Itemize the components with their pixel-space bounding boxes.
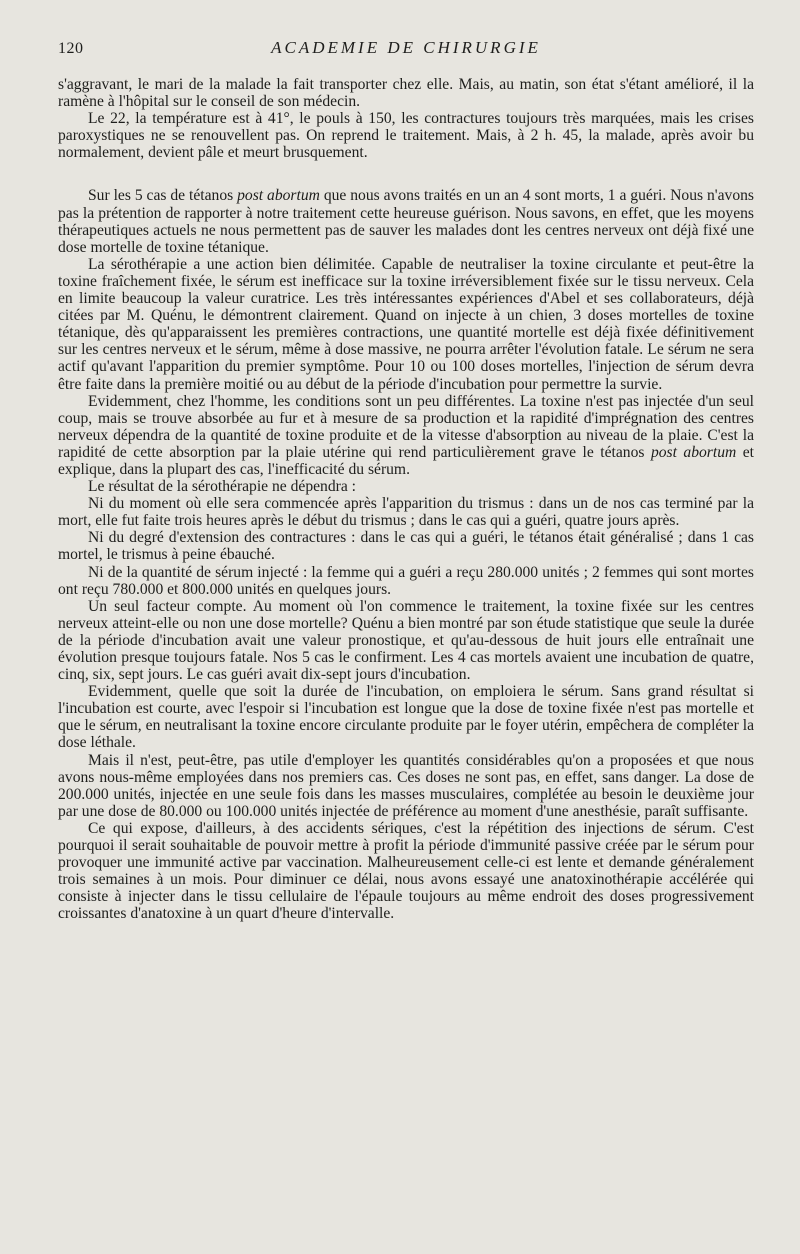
page-number: 120 xyxy=(58,40,84,57)
intro-paragraph-2: Le 22, la température est à 41°, le pouls à 150, les contractures toujours très marquées, mais les crises paroxystiques ne se renouvellent pas. On reprend le traitement. Mais, à 2 h. 45, la malade, après avoir bu normalement, devient pâle et meurt brusquement. xyxy=(58,110,754,162)
paragraph-1-emphasis: post abortum xyxy=(237,187,320,205)
paragraph-6: Ni du degré d'extension des contractures : dans le cas qui a guéri, le tétanos était généralisé ; dans 1 cas mortel, le trismus à peine ébauché. xyxy=(58,529,754,564)
page-header xyxy=(58,38,754,68)
paragraph-10: Mais il n'est, peut-être, pas utile d'employer les quantités considérables qu'on a proposées et que nous avons nous-même employées dans nos premiers cas. Ces doses ne sont pas, en effet, sans danger. La dose de 200.000 unités, injectée en une seule fois dans les masses musculaires, complétée au besoin le deuxième jour par une dose de 80.000 ou 100.000 unités injectée de préférence au moment d'une anesthésie, paraît suffisante. xyxy=(58,751,754,820)
paragraph-1 xyxy=(58,187,754,255)
intro-section xyxy=(58,76,754,161)
paragraph-1-text-a: Sur les 5 cas de tétanos xyxy=(88,187,238,205)
paragraph-1-text-b: que nous avons traités en un an 4 sont morts, 1 a guéri. Nous n'avons pas la prétention de rapporter à notre traitement cette heureuse guérison. Nous savons, en effet, que les moyens thérapeutiques actuels ne nous permettent pas de sauver les malades dont les centres nerveux ont déjà fixé une dose mortelle de toxine tétanique. xyxy=(58,187,754,256)
paragraph-9: Evidemment, quelle que soit la durée de l'incubation, on emploiera le sérum. Sans grand résultat si l'incubation est courte, avec l'espoir si l'incubation est longue que la dose de toxine fixée n'est pas mortelle et que le sérum, en neutralisant la toxine encore circulante produite par le foyer utérin, empêchera de compléter la dose léthale. xyxy=(58,683,754,752)
main-section xyxy=(58,187,754,922)
paragraph-3-emphasis: post abortum xyxy=(650,443,737,461)
running-title: ACADEMIE DE CHIRURGIE xyxy=(271,38,541,57)
paragraph-3-text-a: Evidemment, chez l'homme, les conditions sont un peu différentes. La toxine n'est pas injectée d'un seul coup, mais se trouve absorbée au fur et à mesure de sa production et la rapidité d'imprégnation des centres nerveux dépendra de la quantité de toxine produite et de la vitesse d'absorption au niveau de la plaie. C'est la rapidité de cette absorption par la plaie utérine qui rend particulièrement grave le tétanos xyxy=(58,392,754,461)
paragraph-4: Le résultat de la sérothérapie ne dépendra : xyxy=(88,478,356,496)
paragraph-8: Un seul facteur compte. Au moment où l'on commence le traitement, la toxine fixée sur les centres nerveux atteint-elle ou non une dose mortelle? Quénu a bien montré par son étude statistique que seule la durée de la période d'incubation avait une valeur pronostique, et qu'au-dessous de huit jours elle entraînait une évolution presque toujours fatale. Nos 5 cas le confirment. Les 4 cas mortels avaient une incubation de quatre, cinq, six, sept jours. Le cas guéri avait dix-sept jours d'incubation. xyxy=(58,597,754,684)
paragraph-5: Ni du moment où elle sera commencée après l'apparition du trismus : dans un de nos cas terminé par la mort, elle fut faite trois heures après le début du trismus ; dans le cas qui a guéri, quatre jours après. xyxy=(58,495,754,530)
intro-paragraph-1: s'aggravant, le mari de la malade la fait transporter chez elle. Mais, au matin, son état s'étant amélioré, il la ramène à l'hôpital sur le conseil de son médecin. xyxy=(58,76,754,111)
paragraph-3 xyxy=(58,393,754,478)
paragraph-3-text-b: et explique, dans la plupart des cas, l'inefficacité du sérum. xyxy=(58,443,754,478)
paragraph-2: La sérothérapie a une action bien délimitée. Capable de neutraliser la toxine circulante et peut-être la toxine fraîchement fixée, le sérum est inefficace sur la toxine irréversiblement fixée sur le tissu nerveux. Cela en limite beaucoup la valeur curatrice. Les très intéressantes expériences d'Abel et ses collaborateurs, déjà citées par M. Quénu, le démontrent clairement. Quand on injecte à un chien, 3 doses mortelles de toxine tétanique, dès qu'apparaissent les premières contractions, une quantité mortelle est déjà fixée définitivement sur les centres nerveux et le sérum, même à dose massive, ne pourra arrêter l'évolution fatale. Le sérum ne sera actif qu'avant l'apparition du premier symptôme. Pour 10 ou 100 doses mortelles, l'injection de sérum devra être faite dans la première moitié ou au début de la période d'incubation pour permettre la survie. xyxy=(58,255,754,393)
paragraph-7: Ni de la quantité de sérum injecté : la femme qui a guéri a reçu 280.000 unités ; 2 femmes qui sont mortes ont reçu 780.000 et 800.000 unités en quelques jours. xyxy=(58,563,754,598)
paragraph-11: Ce qui expose, d'ailleurs, à des accidents sériques, c'est la répétition des injections de sérum. C'est pourquoi il serait souhaitable de pouvoir mettre à profit la période d'immunité passive créée par le sérum pour provoquer une immunité active par vaccination. Malheureusement celle-ci est lente et demande généralement trois semaines à un mois. Pour diminuer ce délai, nous avons essayé une anatoxinothérapie accélérée qui consiste à injecter dans le tissu cellulaire de l'épaule toujours au même endroit des doses progressivement croissantes d'anatoxine à un quart d'heure d'intervalle. xyxy=(58,819,754,923)
